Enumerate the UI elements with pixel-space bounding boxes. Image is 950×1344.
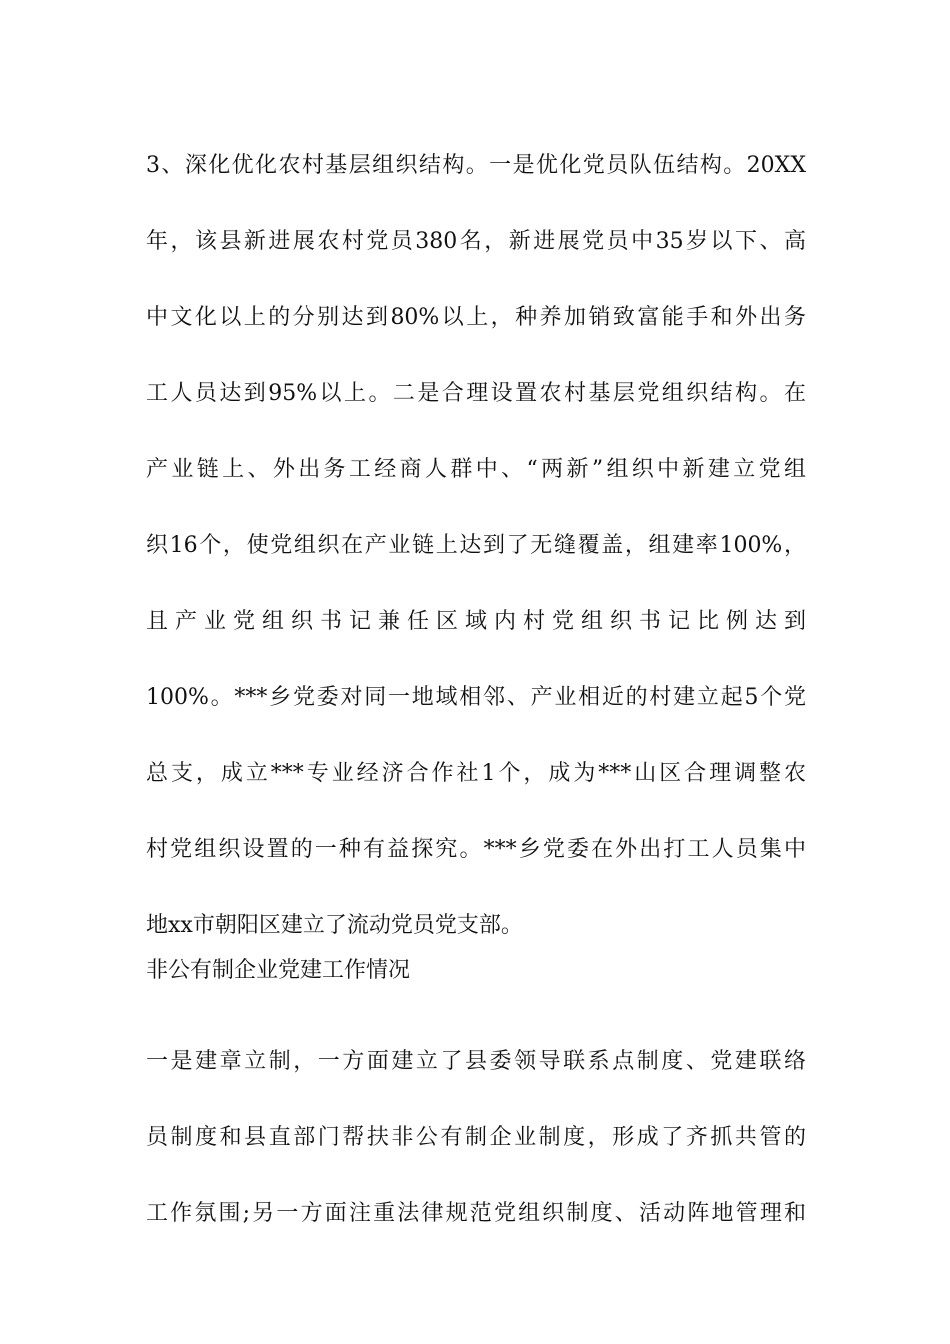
paragraph-line: 工作氛围;另一方面注重法律规范党组织制度、活动阵地管理和 [146,1201,806,1226]
paragraph-line: 员制度和县直部门帮扶非公有制企业制度，形成了齐抓共管的 [146,1125,806,1150]
paragraph-line: 工人员达到95%以上。二是合理设置农村基层党组织结构。在 [146,381,806,406]
paragraph-line: 织16个，使党组织在产业链上达到了无缝覆盖，组建率100%， [146,533,806,558]
paragraph-line: 产业链上、外出务工经商人群中、“两新”组织中新建立党组 [146,457,806,482]
section-heading: 非公有制企业党建工作情况 [146,958,411,983]
paragraph-line: 年，该县新进展农村党员380名，新进展党员中35岁以下、高 [146,229,806,254]
paragraph-line: 3、深化优化农村基层组织结构。一是优化党员队伍结构。20XX [146,153,806,178]
paragraph-line: 总支，成立***专业经济合作社1个，成为***山区合理调整农 [146,761,806,786]
paragraph-line: 100%。***乡党委对同一地域相邻、产业相近的村建立起5个党 [146,685,806,710]
paragraph-line: 村党组织设置的一种有益探究。***乡党委在外出打工人员集中 [146,837,806,862]
paragraph-regulations [146,1024,806,1252]
paragraph-line: 一是建章立制，一方面建立了县委领导联系点制度、党建联络 [146,1049,806,1074]
paragraph-rural-organization [146,128,806,964]
paragraph-line: 地xx市朝阳区建立了流动党员党支部。 [146,913,523,938]
paragraph-line: 且产业党组织书记兼任区域内村党组织书记比例达到 [146,609,806,634]
paragraph-line: 中文化以上的分别达到80%以上，种养加销致富能手和外出务 [146,305,806,330]
